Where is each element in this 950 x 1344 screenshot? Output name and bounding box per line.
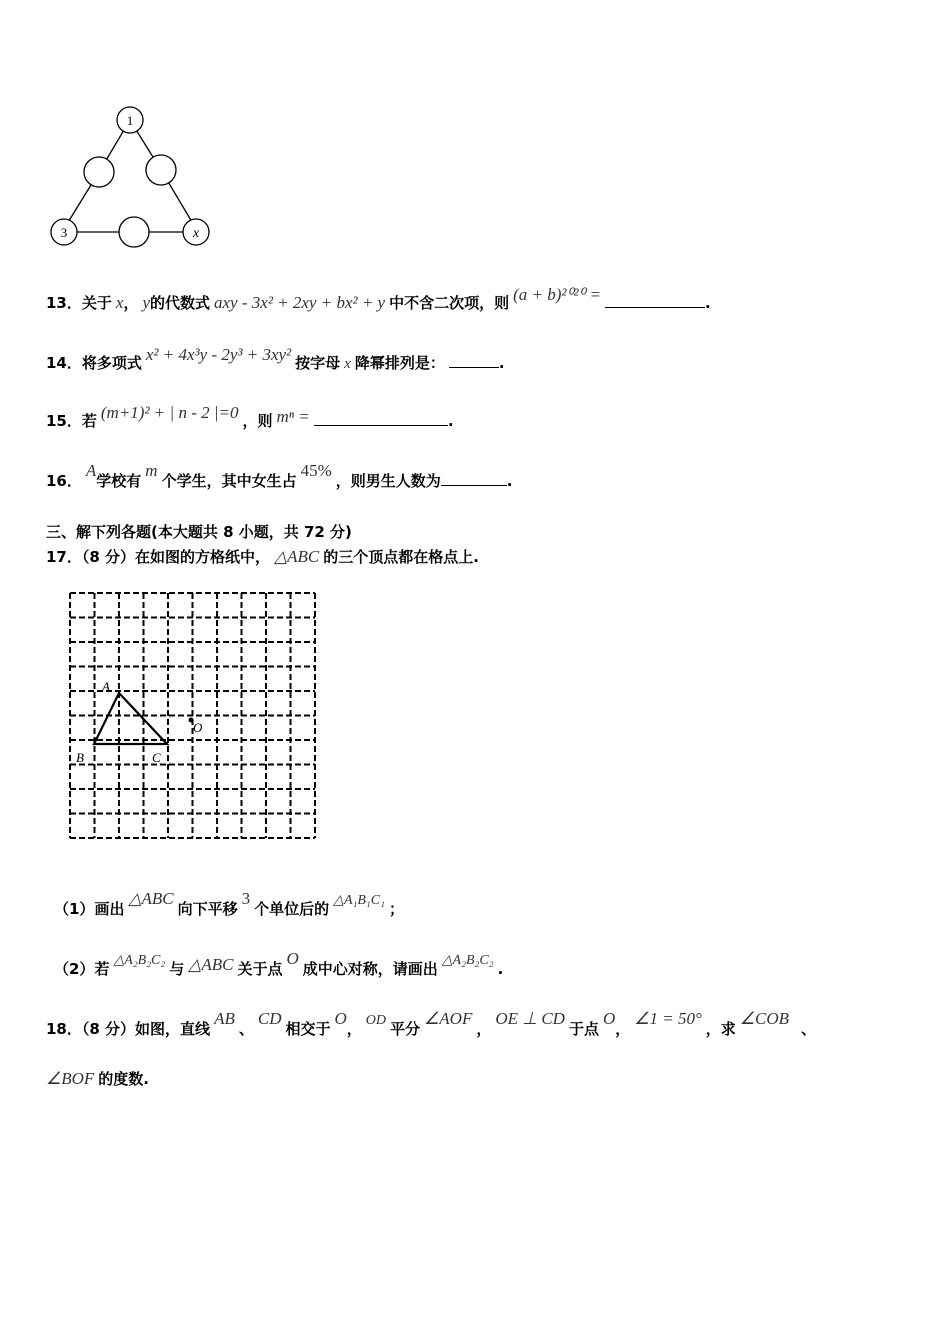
q13-text-1: 关于 xyxy=(81,294,112,312)
q17-p1-number: （1） xyxy=(54,900,95,918)
label-o: O xyxy=(193,720,203,735)
q18-sep-1: 、 xyxy=(238,1020,254,1038)
q16-number: 16． xyxy=(46,472,82,490)
q17-p1-text-1: 画出 xyxy=(94,900,125,918)
q13-number: 13． xyxy=(46,294,82,312)
circle-right xyxy=(146,155,176,185)
q17-p2-point-o: O xyxy=(286,949,299,968)
q17-text-1: 在如图的方格纸中， xyxy=(135,548,271,566)
q18-ray-od: OD xyxy=(365,1013,387,1028)
q16-percent: 45% xyxy=(300,461,332,480)
question-17-part-2 xyxy=(54,949,504,979)
q13-expression: axy - 3x² + 2xy + bx² + y xyxy=(214,293,386,312)
circle-bottom-right-label: x xyxy=(192,226,200,241)
q17-triangle-abc: △ABC xyxy=(274,547,320,566)
q18-comma-2: ， xyxy=(476,1020,492,1038)
question-14 xyxy=(46,345,505,373)
q18-text-3: 平分 xyxy=(390,1020,421,1038)
label-b: B xyxy=(76,750,84,765)
q14-var-x: x xyxy=(344,356,351,372)
q17-p1-text-3: 个单位后的 xyxy=(254,900,330,918)
q14-end: . xyxy=(498,354,505,372)
q17-p2-text-2: 与 xyxy=(169,960,185,978)
q16-text-3: ，则男生人数为 xyxy=(335,472,441,490)
q18-line-cd: CD xyxy=(257,1009,282,1028)
q16-end: . xyxy=(506,472,513,490)
circle-bottom-middle xyxy=(119,217,149,247)
q13-answer-blank[interactable] xyxy=(605,293,705,308)
q14-text-2: 按字母 xyxy=(295,354,341,372)
q18-angle-bof: ∠BOF xyxy=(46,1069,95,1088)
q13-var-y: y xyxy=(142,293,150,312)
q17-p2-text-1: 若 xyxy=(94,960,110,978)
q18-angle-aof: ∠AOF xyxy=(424,1009,473,1028)
grid-figure xyxy=(64,587,324,853)
q15-end: . xyxy=(447,412,454,430)
q17-p1-triangle-abc: △ABC xyxy=(128,889,174,908)
q18-text-2: 相交于 xyxy=(285,1020,331,1038)
label-c: C xyxy=(152,750,161,765)
q17-p2-text-3: 关于点 xyxy=(237,960,283,978)
q14-text-1: 将多项式 xyxy=(81,354,142,372)
q18-comma-3: ， xyxy=(615,1020,631,1038)
circle-left xyxy=(84,157,114,187)
q17-p2-number: （2） xyxy=(54,960,95,978)
q15-expression: (m+1)² + | n - 2 |=0 xyxy=(100,403,239,422)
q17-p2-end: . xyxy=(497,960,504,978)
q16-text-2: 个学生，其中女生占 xyxy=(161,472,297,490)
q17-p2-triangle-abc: △ABC xyxy=(188,955,234,974)
q15-text-1: 若 xyxy=(81,412,97,430)
q17-p2-text-4: 成中心对称，请画出 xyxy=(302,960,438,978)
q14-number: 14． xyxy=(46,354,82,372)
question-17 xyxy=(46,546,479,567)
q15-answer-blank[interactable] xyxy=(314,411,448,426)
q17-p1-end: ； xyxy=(388,900,404,918)
q18-score: （8 分） xyxy=(81,1020,136,1038)
q18-text-6: 的度数. xyxy=(98,1070,149,1088)
q13-var-x: x xyxy=(115,293,124,312)
q18-sep-2: 、 xyxy=(801,1020,817,1038)
q18-perpendicular: OE ⊥ CD xyxy=(495,1009,565,1028)
question-13 xyxy=(46,285,711,313)
q13-text-3: 中不含二次项，则 xyxy=(389,294,510,312)
section-3-heading: 三、解下列各题(本大题共 8 小题，共 72 分) xyxy=(46,523,352,541)
q17-p1-number-3: 3 xyxy=(241,889,251,908)
triangle-circle-figure xyxy=(44,100,214,250)
q15-number: 15． xyxy=(46,412,82,430)
q14-text-3: 降幂排列是： xyxy=(354,354,445,372)
q14-expression: x² + 4x³y - 2y³ + 3xy² xyxy=(145,345,292,364)
label-a: A xyxy=(102,679,110,694)
q16-var-a: A xyxy=(85,461,97,480)
q18-point-o-2: O xyxy=(602,1009,616,1028)
q15-result-expression: mⁿ = xyxy=(276,407,310,426)
q17-text-2: 的三个顶点都在格点上. xyxy=(323,548,479,566)
question-15 xyxy=(46,403,454,431)
q17-p1-text-2: 向下平移 xyxy=(177,900,238,918)
circle-bottom-left-label: 3 xyxy=(60,225,68,240)
q18-number: 18． xyxy=(46,1020,82,1038)
q13-comma: ， xyxy=(123,294,139,312)
q18-text-5: ，求 xyxy=(705,1020,736,1038)
question-16 xyxy=(46,461,513,491)
q14-answer-blank[interactable] xyxy=(449,353,499,368)
q18-point-o: O xyxy=(334,1009,347,1028)
q18-angle-cob: ∠COB xyxy=(739,1009,790,1028)
q18-text-4: 于点 xyxy=(568,1020,599,1038)
q18-comma-1: ， xyxy=(346,1020,362,1038)
triangle-abc xyxy=(94,693,167,744)
q13-end: . xyxy=(704,294,711,312)
q16-var-m: m xyxy=(145,461,158,480)
q17-p2-triangle-a2b2c2-2: △A₂B₂C₂ xyxy=(441,953,494,968)
q18-angle-1: ∠1 = 50° xyxy=(634,1009,702,1028)
q18-line-ab: AB xyxy=(214,1009,235,1028)
q17-p2-triangle-a2b2c2: △A₂B₂C₂ xyxy=(113,953,166,968)
q17-p1-triangle-a1b1c1: △A₁B₁C₁ xyxy=(333,893,385,908)
circle-top-label: 1 xyxy=(126,113,134,128)
q16-answer-blank[interactable] xyxy=(441,471,507,486)
question-18-line-2 xyxy=(46,1068,149,1089)
q13-text-2: 的代数式 xyxy=(150,294,211,312)
q17-number: 17． xyxy=(46,548,82,566)
q17-score: （8 分） xyxy=(81,548,136,566)
q16-text-1: 学校有 xyxy=(96,472,142,490)
question-17-part-1 xyxy=(54,889,404,919)
q15-text-2: ，则 xyxy=(242,412,273,430)
question-18 xyxy=(46,1009,817,1039)
q18-text-1: 如图，直线 xyxy=(135,1020,211,1038)
q13-result-expression: (a + b)²⁰²⁰ = xyxy=(513,285,601,304)
